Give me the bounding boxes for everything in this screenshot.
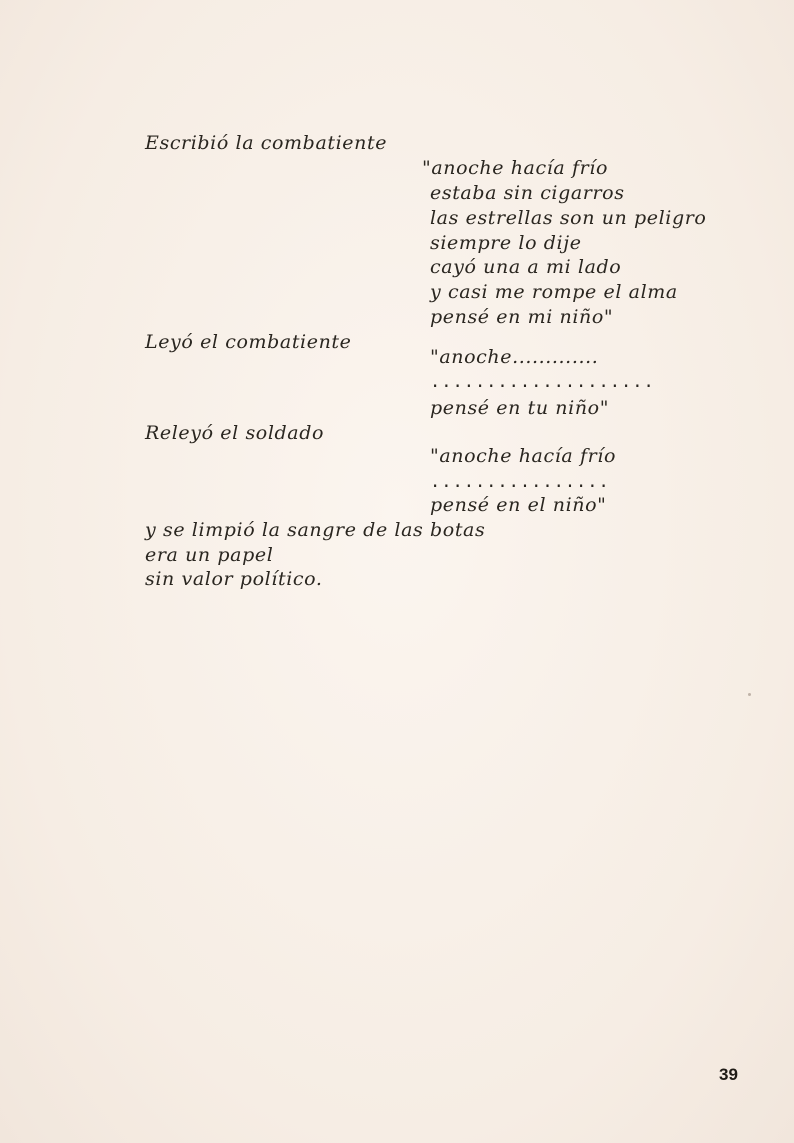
stanza-3-line-2: ................ (430, 472, 610, 492)
stanza-1-line-4: siempre lo dije (430, 232, 582, 254)
stanza-1-line-5: cayó una a mi lado (430, 256, 622, 278)
stanza-1-intro: Escribió la combatiente (145, 132, 388, 154)
paper-speck (748, 693, 751, 696)
stanza-1-line-1: "anoche hacía frío (422, 157, 608, 179)
stanza-1-line-7: pensé en mi niño" (430, 306, 614, 328)
stanza-2-line-1: "anoche............. (430, 346, 599, 368)
stanza-1-line-2: estaba sin cigarros (430, 182, 625, 204)
stanza-2-line-3: pensé en tu niño" (430, 397, 610, 419)
stanza-2-intro: Leyó el combatiente (145, 331, 352, 353)
stanza-1-line-3: las estrellas son un peligro (430, 207, 707, 229)
closing-line-2: era un papel (145, 544, 274, 566)
stanza-3-intro: Releyó el soldado (145, 422, 325, 444)
stanza-1-line-6: y casi me rompe el alma (430, 281, 678, 303)
stanza-2-line-2: .................... (430, 372, 655, 392)
stanza-3-line-1: "anoche hacía frío (430, 445, 616, 467)
closing-line-3: sin valor político. (145, 568, 323, 590)
closing-line-1: y se limpió la sangre de las botas (145, 519, 486, 541)
stanza-3-line-3: pensé en el niño" (430, 494, 607, 516)
page-number: 39 (719, 1065, 738, 1084)
